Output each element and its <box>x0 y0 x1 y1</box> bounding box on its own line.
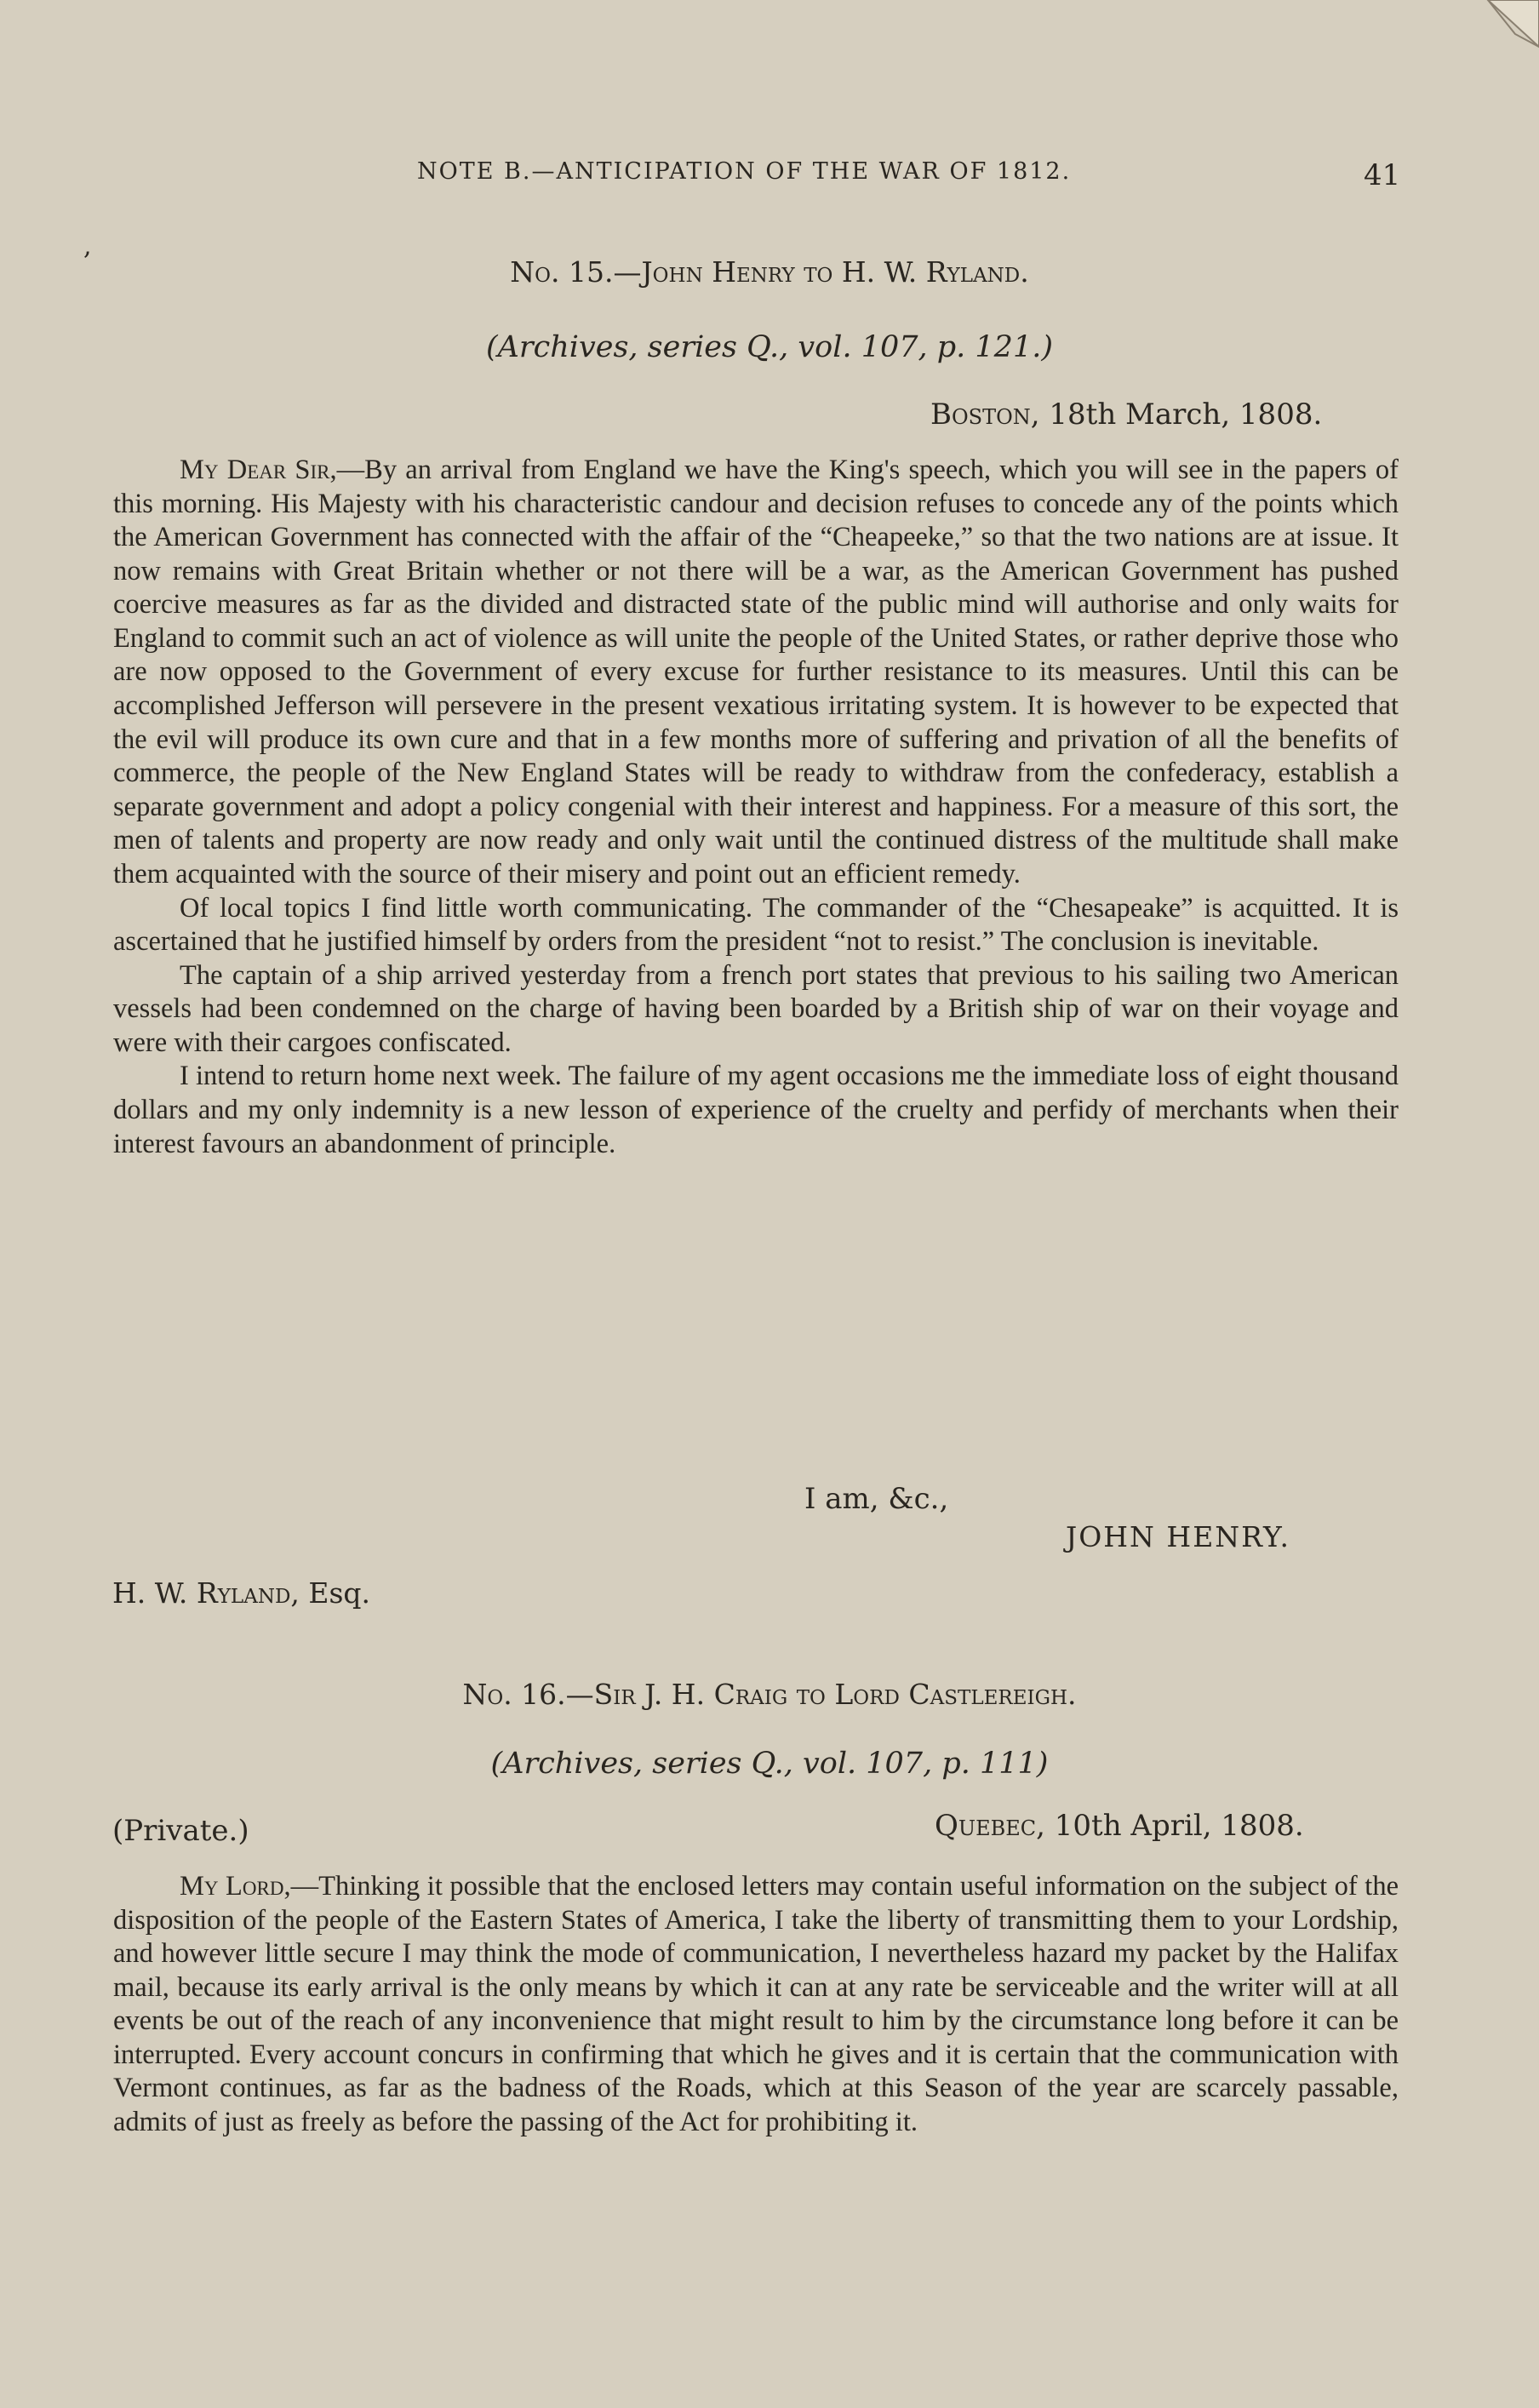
addressee-suffix: Esq. <box>308 1576 371 1610</box>
paragraph: I intend to return home next week. The failure of my agent occasions me the immediate loss of eight thousand dollars and my only indemnity is a new lesson of experience of the cruelty and perfidy of merchants when their interest favours an abandonment of principle. <box>113 1061 1399 1159</box>
letter-15-dateline <box>930 398 1322 432</box>
dateline-place: Boston, <box>930 398 1040 432</box>
paragraph: The captain of a ship arrived yesterday from a french port states that previous to his sailing two American vessels had been condemned on the charge of having been boarded by a British ship of war on their voyage and were with their cargoes confiscated. <box>113 959 1399 1058</box>
letter-15-heading: No. 15.—John Henry to H. W. Ryland. <box>510 255 1029 289</box>
addressee-name: Ryland, <box>196 1576 300 1610</box>
dateline-date: 10th April, 1808. <box>1054 1809 1304 1843</box>
paragraph-text: —Thinking it possible that the enclosed letters may contain useful information on the subject of the disposition of the people of the Eastern States of America, I take the liberty of transmitting them to your Lordship, and however little secure I may think the mode of communication, I nevertheless hazard my packet by the Halifax mail, because its early arrival is the only means by which it can at any rate be serviceable and the writer will at all events be out of the reach of any inconvenience that might result to him by the circumstance long before it can be interrupted. Every account concurs in confirming that which he gives and it is certain that the communication with Vermont continues, as far as the badness of the Roads, which at this Season of the year are scarcely passable, admits of just as freely as before the passing of the Act for prohibiting it. <box>113 1871 1399 2138</box>
signature: JOHN HENRY. <box>1066 1520 1291 1553</box>
paragraph: Of local topics I find little worth communicating. The commander of the “Chesapeake” is acquitted. It is ascertained that he justified himself by orders from the president “not to resist.” The conclusion is inevitable. <box>113 892 1399 958</box>
closing: I am, &c., <box>804 1482 949 1516</box>
letter-16-dateline <box>935 1809 1304 1843</box>
paragraph <box>113 1870 1399 2140</box>
addressee <box>112 1576 370 1610</box>
letter-15-body <box>113 454 1399 1161</box>
dateline-date: 18th March, 1808. <box>1049 398 1323 432</box>
stray-ink-mark: , <box>83 232 92 261</box>
page-number: 41 <box>1364 158 1401 192</box>
letter-15-archive-ref: (Archives, series Q., vol. 107, p. 121.) <box>485 330 1053 364</box>
addressee-initials: H. W. <box>112 1576 188 1610</box>
letter-16-body <box>113 1870 1399 2140</box>
letter-16-archive-ref: (Archives, series Q., vol. 107, p. 111) <box>490 1747 1049 1781</box>
letter-16-heading: No. 16.—Sir J. H. Craig to Lord Castlereigh. <box>462 1678 1077 1711</box>
private-mark: (Private.) <box>112 1814 249 1848</box>
paragraph-text: —By an arrival from England we have the King's speech, which you will see in the papers of this morning. His Majesty with his characteristic candour and decision refuses to concede any of the points which the American Government has connected with the affair of the “Cheapeeke,” so that the two nations are at issue. It now remains with Great Britain whether or not there will be a war, as the American Government has pushed coercive measures as far as the divided and distracted state of the public mind will authorise and only waits for England to commit such an act of violence as will unite the people of the United States, or rather deprive those who are now opposed to the Government of every excuse for further resistance to its measures. Until this can be accomplished Jefferson will persevere in the present vexatious irritating system. It is however to be expected that the evil will produce its own cure and that in a few months more of suffering and privation of all the benefits of commerce, the people of the New England States will be ready to withdraw from the confederacy, establish a separate government and adopt a policy congenial with their interest and happiness. For a measure of this sort, the men of talents and property are now ready and only wait until the continued distress of the multitude shall make them acquainted with the source of their misery and point out an efficient remedy. <box>113 455 1399 889</box>
salutation: My Lord, <box>180 1871 291 1902</box>
paragraph <box>113 454 1399 892</box>
dateline-place: Quebec, <box>935 1809 1045 1843</box>
salutation: My Dear Sir, <box>180 455 337 485</box>
running-head: NOTE B.—ANTICIPATION OF THE WAR OF 1812. <box>417 158 1072 185</box>
folded-corner-graphic <box>1437 0 1539 77</box>
